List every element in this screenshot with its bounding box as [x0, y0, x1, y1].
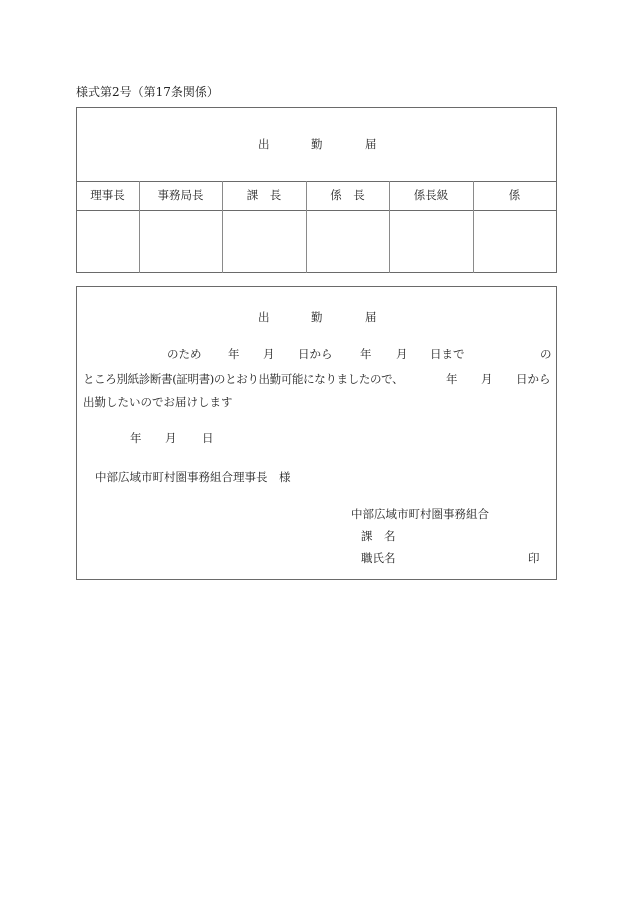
notice-title-char-1: 出	[258, 310, 270, 324]
from-month-label: 月	[263, 347, 275, 361]
line1-trailing: の	[540, 347, 552, 361]
seal-cell-chairman[interactable]	[77, 211, 139, 272]
column-header-chairman: 理事長	[90, 188, 125, 202]
date-day-label: 日	[202, 431, 214, 445]
seal-cell-subsection-chief[interactable]	[307, 211, 389, 272]
return-month-label: 月	[481, 372, 493, 386]
to-day-label: 日まで	[430, 347, 465, 361]
from-year-label: 年	[228, 347, 240, 361]
column-header-subsection-chief: 係 長	[330, 188, 365, 202]
return-day-label: 日から	[516, 372, 551, 386]
seal-cell-staff[interactable]	[474, 211, 556, 272]
sender-organization: 中部広域市町村圏事務組合	[351, 507, 489, 521]
notice-title-char-2: 勤	[311, 310, 323, 324]
table-title-char-3: 届	[365, 137, 377, 151]
column-header-secretary-general: 事務局長	[157, 188, 204, 202]
reason-suffix: のため	[167, 347, 202, 361]
date-year-label: 年	[130, 431, 142, 445]
section-name-label: 課 名	[361, 529, 396, 543]
table-title-char-2: 勤	[311, 137, 323, 151]
from-day-label: 日から	[298, 347, 333, 361]
line3-text: 出勤したいのでお届けします	[83, 395, 233, 409]
column-header-staff: 係	[508, 188, 521, 202]
form-number: 様式第2号（第17条関係）	[76, 85, 219, 99]
position-name-label: 職氏名	[361, 551, 396, 565]
return-year-label: 年	[446, 372, 458, 386]
addressee: 中部広域市町村圏事務組合理事長 様	[95, 470, 291, 484]
column-header-subsection-chief-level: 係長級	[413, 188, 449, 202]
seal-mark: 印	[528, 551, 540, 565]
to-year-label: 年	[360, 347, 372, 361]
line2-text: ところ別紙診断書(証明書)のとおり出勤可能になりましたので、	[83, 372, 404, 386]
seal-cell-secretary-general[interactable]	[140, 211, 222, 272]
notice-border	[76, 286, 557, 580]
date-month-label: 月	[165, 431, 177, 445]
column-header-section-chief: 課 長	[246, 188, 282, 202]
seal-cell-subsection-chief-level[interactable]	[390, 211, 473, 272]
table-title-char-1: 出	[258, 137, 270, 151]
seal-cell-section-chief[interactable]	[223, 211, 306, 272]
notice-title-char-3: 届	[365, 310, 377, 324]
to-month-label: 月	[396, 347, 408, 361]
